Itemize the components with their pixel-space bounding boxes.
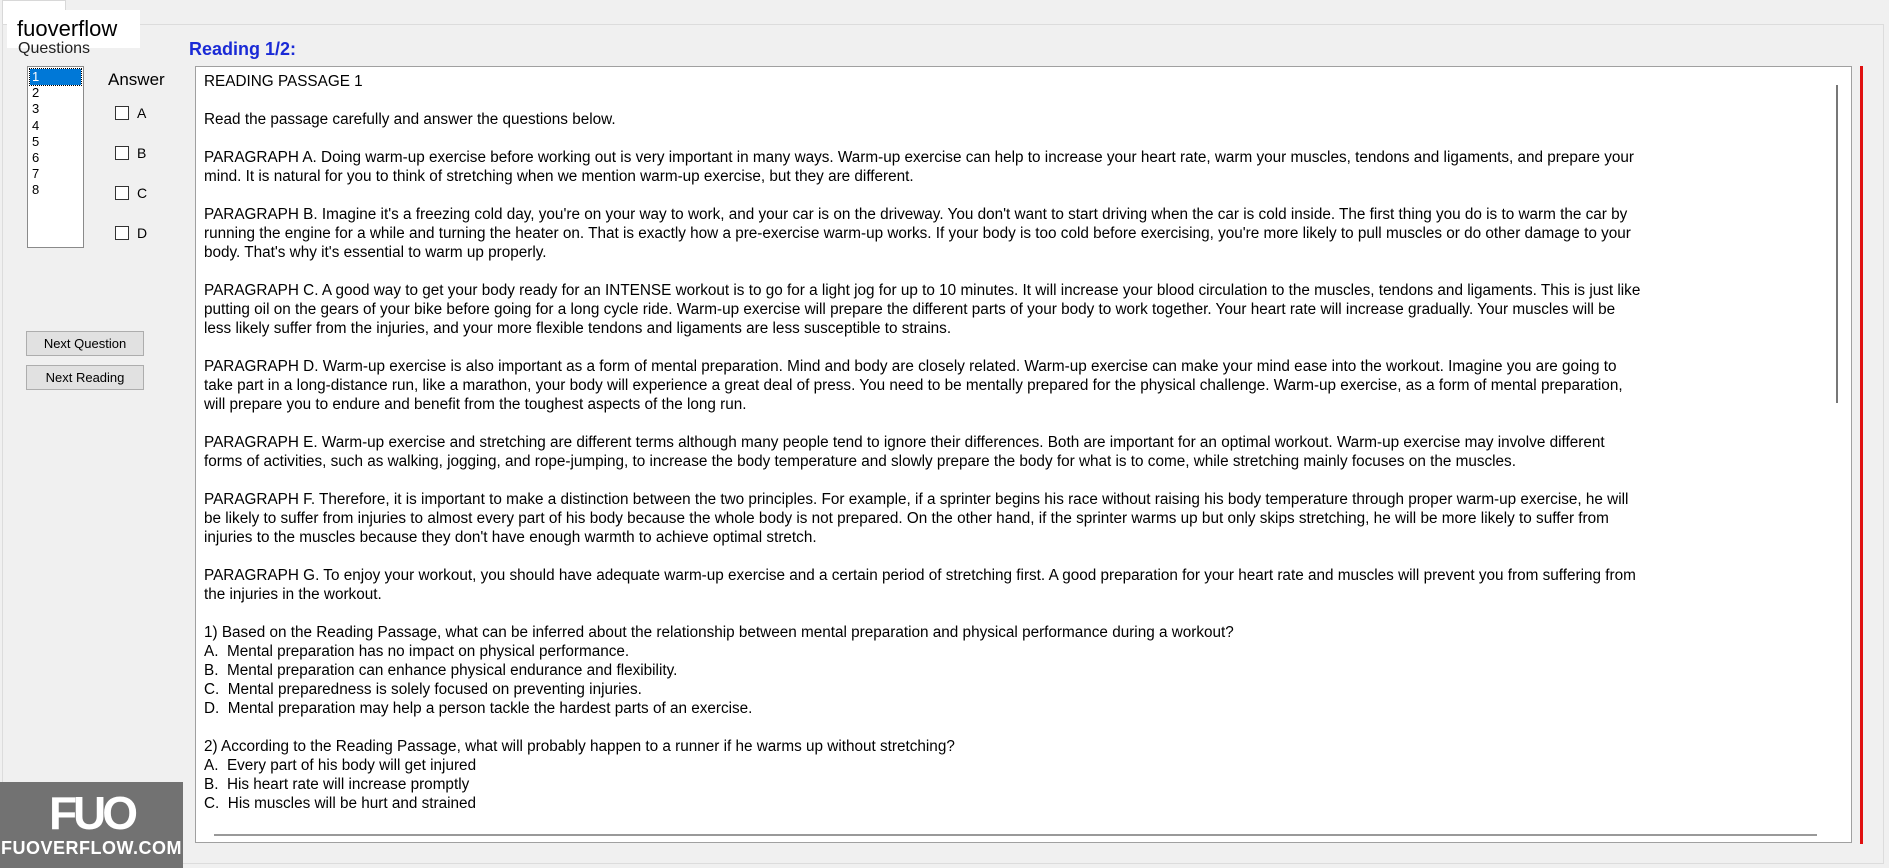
option-label-d: D xyxy=(137,225,148,241)
vertical-scrollbar[interactable] xyxy=(1831,71,1849,829)
passage-text: READING PASSAGE 1 Read the passage carefully and answer the questions below. PARAGRAPH A. Doing warm-up exercise before working out is very important in many ways. Warm-up exercise can help to increase your heart rate, warm your muscles, tendons and ligaments, and prepare your mind. It is natural for you to think of stretching when we mention warm-up exercise, but they are different. PARAGRAPH B. Imagine it's a freezing cold day, you're on your way to work, and your car is on the driveway. You don't want to start driving when the car is cold inside. The first thing you do is to warm the car by running the engine for a while and turning the heater on. That is exactly how a pre-exercise warm-up works. If your body is too cold before exercising, you're more likely to pull muscles or do other damage to your body. That's why it's essential to warm up properly. PARAGRAPH C. A good way to get your body ready for an INTENSE workout is to go for a light jog for up to 10 minutes. It will increase your blood circulation to the muscles, tendons and ligaments. This is just like putting oil on the gears of your bike before going for a long cycle ride. Warm-up exercise will prepare the different parts of your body to work together. Your heart rate will increase gradually. Your muscles will be less likely suffer from the injuries, and your more flexible tendons and ligaments are less susceptible to strains. PARAGRAPH D. Warm-up exercise is also important as a form of mental preparation. Mind and body are closely related. Warm-up exercise can make your mind ease into the workout. Imagine you are going to take part in a long-distance run, like a marathon, your body will experience a great deal of press. You need to be mentally prepared for the physical challenge. Warm-up exercise, as a form of mental preparation, will prepare you to endure and benefit from the toughest aspects of the long run. PARAGRAPH E. Warm-up exercise and stretching are different terms although many people tend to ignore their differences. Both are important for an optimal workout. Warm-up exercise may involve different forms of activities, such as walking, jogging, and rope-jumping, to increase the body temperature and slowly prepare the body for what is to come, while stretching mainly focuses on the muscles. PARAGRAPH F. Therefore, it is important to make a distinction between the two principles. For example, if a sprinter begins his race without raising his body temperature through proper warm-up exercise, he will be likely to suffer from injuries to almost every part of his body because the whole body is not prepared. On the other hand, if the sprinter warms up but only skips stretching, he will be more likely to suffer from injuries to the muscles because they don't have enough warmth to achieve optimal stretch. PARAGRAPH G. To enjoy your workout, you should have adequate warm-up exercise and a certain period of stretching first. A good preparation for your heart rate and muscles will prevent you from suffering from the injuries in the workout. 1) Based on the Reading Passage, what can be inferred about the relationship between mental preparation and physical performance during a workout? A. Mental preparation has no impact on physical performance. B. Mental preparation can enhance physical endurance and flexibility. C. Mental preparedness is solely focused on preventing injuries. D. Mental preparation may help a person tackle the hardest parts of an exercise. 2) According to the Reading Passage, what will probably happen to a runner if he warms up without stretching? A. Every part of his body will get injured B. His heart rate will increase promptly C. His muscles will be hurt and strained xyxy=(204,73,1641,812)
next-reading-button[interactable]: Next Reading xyxy=(26,365,144,390)
option-label-b: B xyxy=(137,145,147,161)
horizontal-scrollbar[interactable] xyxy=(214,834,1817,836)
logo-text: FUOVERFLOW.COM xyxy=(1,838,182,858)
vertical-scroll-thumb[interactable] xyxy=(1836,85,1838,403)
answer-option-b[interactable] xyxy=(115,145,146,161)
answer-option-a[interactable] xyxy=(115,105,146,121)
question-item[interactable]: 1 xyxy=(30,69,81,85)
reading-title: Reading 1/2: xyxy=(189,39,297,59)
brand-overlay: fuoverflow xyxy=(7,10,140,48)
question-item[interactable]: 8 xyxy=(32,182,40,198)
question-item[interactable]: 5 xyxy=(32,133,40,149)
option-label-c: C xyxy=(137,185,148,201)
question-item[interactable]: 4 xyxy=(32,117,40,133)
question-list[interactable] xyxy=(27,66,84,248)
tab-strip xyxy=(0,0,1889,26)
checkbox-a[interactable] xyxy=(115,106,129,120)
answer-option-c[interactable] xyxy=(115,185,147,201)
checkbox-b[interactable] xyxy=(115,146,129,160)
option-label-a: A xyxy=(137,105,147,121)
answer-option-d[interactable] xyxy=(115,225,147,241)
fuoverflow-logo xyxy=(0,782,183,868)
answer-label: Answer xyxy=(108,70,165,89)
next-question-button[interactable]: Next Question xyxy=(26,331,144,356)
red-divider xyxy=(1860,66,1863,844)
question-item[interactable]: 2 xyxy=(32,85,40,101)
logo-mark: FUO xyxy=(48,787,135,839)
question-item[interactable]: 7 xyxy=(32,166,40,182)
checkbox-c[interactable] xyxy=(115,186,129,200)
question-item[interactable]: 6 xyxy=(32,149,40,165)
checkbox-d[interactable] xyxy=(115,226,129,240)
questions-label: Questions xyxy=(18,40,91,57)
passage-textbox[interactable] xyxy=(195,66,1852,843)
question-item[interactable]: 3 xyxy=(32,101,40,117)
